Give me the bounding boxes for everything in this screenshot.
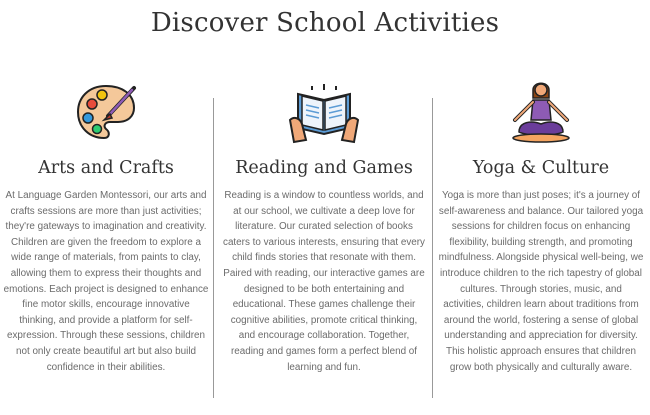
activity-description: Reading is a window to countless worlds, and at our school, we cultivate a deep love for literature. Our curated selection of books caters to various interests, ensuring that every child finds stories that resonate with them. Paired with reading, our interactive games are designed to be both entertaining and educational. These games challenge their cognitive abilities, promote critical thinking, and encourage collaboration. Together, reading and games form a perfect blend of learning and fun. xyxy=(223,190,425,373)
activity-title: Arts and Crafts xyxy=(38,158,174,178)
activity-title: Yoga & Culture xyxy=(472,158,610,178)
activity-description: Yoga is more than just poses; it's a journey of self-awareness and balance. Our tailored yoga sessions for children focus on enhancing flexibility, building strength, and promoting mindfulness. Alongside physical well-being, we introduce children to the rich tapestry of global cultures. Through stories, music, and activities, children learn about traditions from around the world, fostering a sense of global understanding and appreciation for diversity. This holistic approach ensures that children grow both physically and culturally aware. xyxy=(438,190,644,373)
activity-description: At Language Garden Montessori, our arts and crafts sessions are more than just activities; they're gateways to imagination and creativity. Children are given the freedom to explore a wide range of materials, from paints to clay, allowing them to express their thoughts and emotions. Each project is designed to enhance fine motor skills, encourage innovative thinking, and provide a platform for self-expression. Through these sessions, children not only create beautiful art but also build confidence in their abilities. xyxy=(3,190,209,373)
yoga-pose-icon xyxy=(505,76,577,148)
activity-card-arts xyxy=(2,76,210,375)
palette-icon xyxy=(70,76,142,148)
open-book-icon xyxy=(288,76,360,148)
column-divider xyxy=(213,98,214,398)
column-divider xyxy=(432,98,433,398)
activity-card-reading xyxy=(217,76,431,375)
activity-title: Reading and Games xyxy=(235,158,413,178)
activity-card-yoga xyxy=(434,76,648,375)
section-title: Discover School Activities xyxy=(150,8,500,38)
